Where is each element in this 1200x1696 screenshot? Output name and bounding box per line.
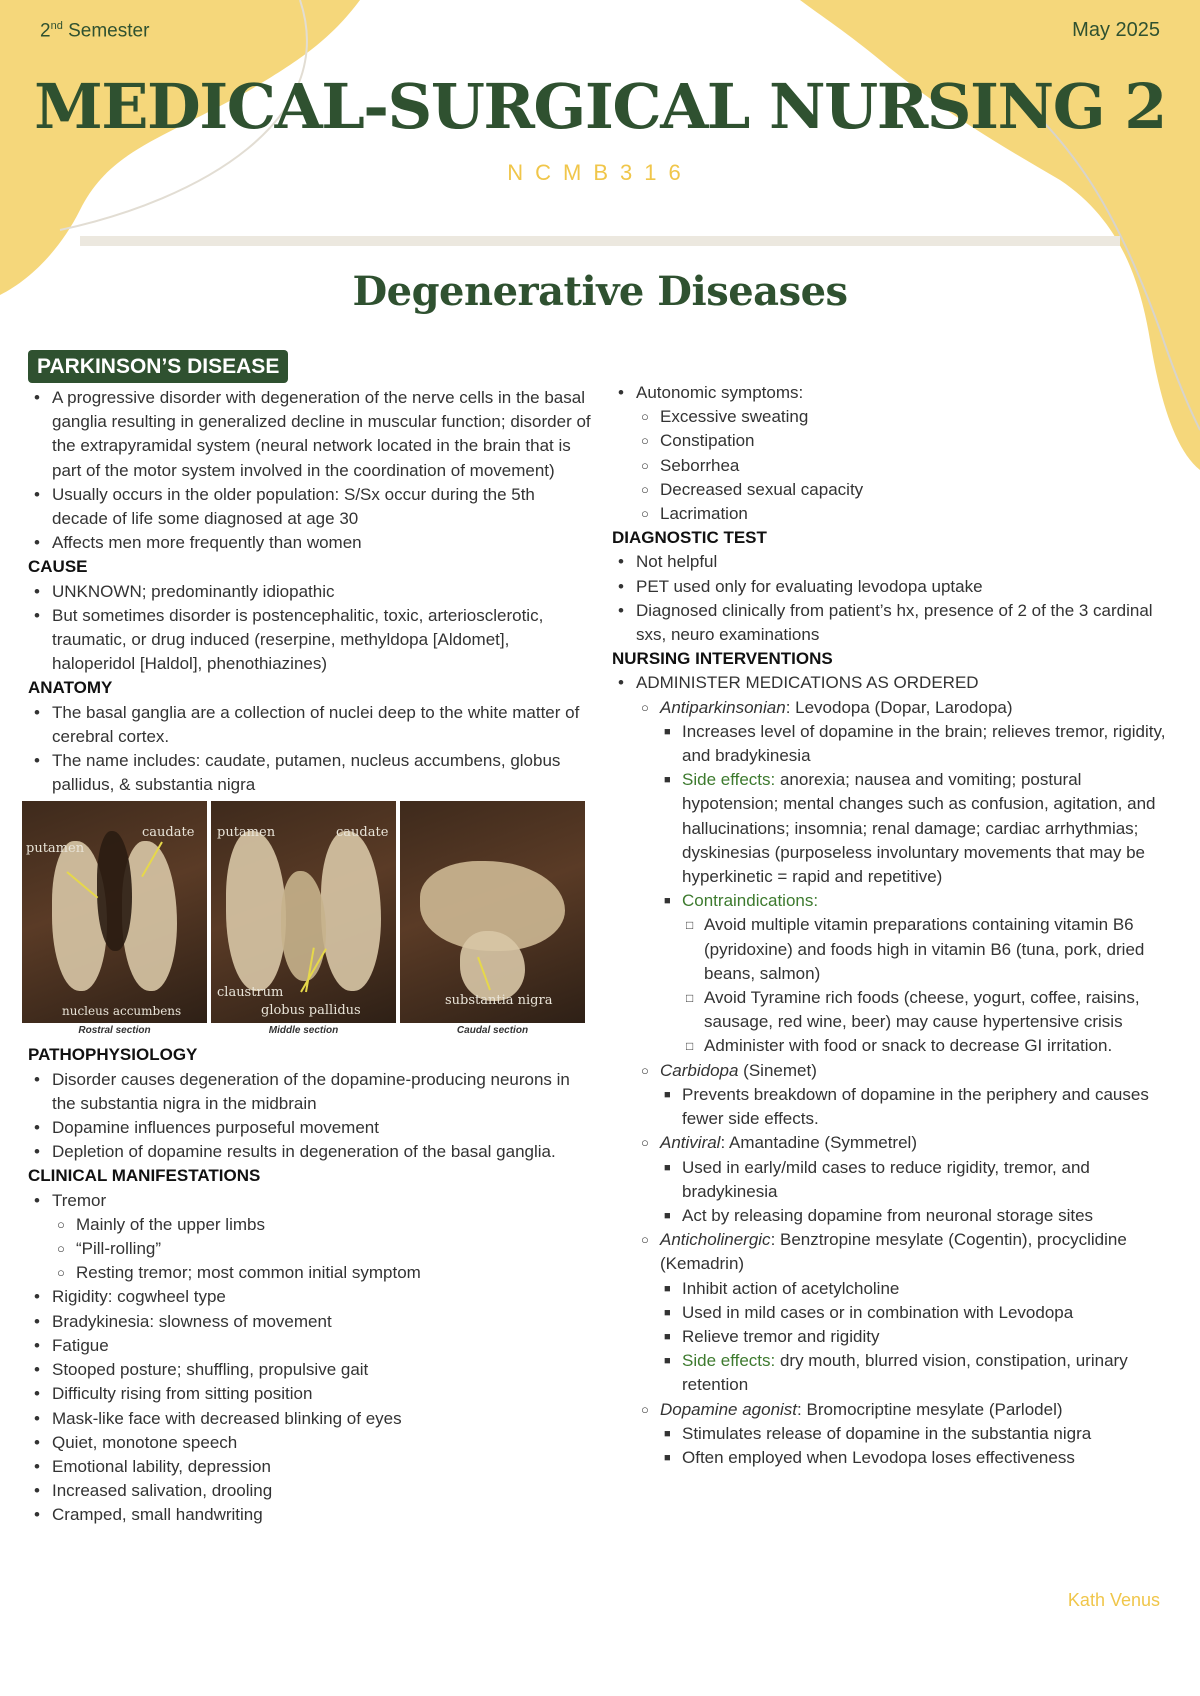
list-item: • Dopamine influences purposeful movement [28,1116,593,1140]
brain-label: putamen [217,825,276,841]
right-column [612,381,1177,1470]
list-item: ■ Inhibit action of acetylcholine [660,1277,1177,1301]
date-label: May 2025 [1072,19,1160,41]
list-item: ■ Stimulates release of dopamine in the substantia nigra [660,1422,1177,1446]
list-item: ■ Act by releasing dopamine from neuronal storage sites [660,1204,1177,1228]
carbidopa-list [660,1083,1177,1131]
anatomy-heading: ANATOMY [28,678,113,698]
pathophysiology-heading: PATHOPHYSIOLOGY [28,1045,198,1065]
header-divider [80,236,1120,246]
list-item: • Affects men more frequently than women [28,531,593,555]
list-item: ○ Dopamine agonist: Bromocriptine mesylate (Parlodel) ■ Stimulates release of dopamine in the substantia nigra ■ Often employed when Levodopa loses effectiveness [638,1398,1177,1471]
antiviral-list [660,1156,1177,1229]
list-item: ■ Often employed when Levodopa loses effectiveness [660,1446,1177,1470]
list-item: ○ “Pill-rolling” [54,1237,593,1261]
semester-label: 2nd Semester [40,20,150,42]
left-column [28,350,593,1528]
antiparkinsonian-list [660,720,1177,1059]
list-item: • Usually occurs in the older population: S/Sx occur during the 5th decade of life some diagnosed at age 30 [28,483,593,531]
list-item: ○ Antiviral: Amantadine (Symmetrel) ■ Used in early/mild cases to reduce rigidity, tremor, and bradykinesia ■ Act by releasing dopamine from neuronal storage sites [638,1131,1177,1228]
list-item: ○ Lacrimation [638,502,1177,526]
list-item: • Disorder causes degeneration of the dopamine-producing neurons in the substantia nigra in the midbrain [28,1068,593,1116]
anatomy-list [28,701,593,798]
brain-figure-rostral [22,801,207,1037]
figure-caption: Caudal section [456,1025,529,1037]
list-item: • Fatigue [28,1334,593,1358]
diagnostic-heading: DIAGNOSTIC TEST [612,528,767,548]
list-item: • ADMINISTER MEDICATIONS AS ORDERED ○ Antiparkinsonian: Levodopa (Dopar, Larodopa) ■ Increases level of dopamine in the brain; relieves tremor, rigidity, and bradykinesia ■ Side effects: anorexia; nausea and vomiting; postural hypotension; mental changes such as confusion, agitation, and hallucinations; insomnia; renal damage; cardiac arrhythmias; dyskinesias (purposeless involuntary movements that may be hyperkinetic = rapid and repetitive) ■ Contraindications: □ Avoid multiple vitamin preparations containing vitamin B6 (pyridoxine) and foods high in vitamin B6 (tuna, pork, dried beans, salmon) □ Avoid Tyramine rich foods (cheese, yogurt, coffee, raisins, sausage, red wine, beer) may cause hypertensive crisis □ Administer with food or snack to decrease GI irritation. ○ Carbidopa (Sinemet) ■ Prevents breakdown of dopamine in the periphery and causes fewer side effects. ○ Antiviral: Amantadine (Symmetrel) ■ Used in early/mild cases to reduce rigidity, tremor, and bradykinesia ■ Act by releasing dopamine from neuronal storage sites ○ Anticholinergic: Benztropine mesylate (Cogentin), procyclidine (Kemadrin) ■ Inhibit action of acetylcholine ■ Used in mild cases or in combination with Levodopa ■ Relieve tremor and rigidity ■ Side effects: dry mouth, blurred vision, constipation, urinary retention ○ Dopamine agonist: Bromocriptine mesylate (Parlodel) ■ Stimulates release of dopamine in the substantia nigra ■ Often employed when Levodopa loses effectiveness [612,671,1177,1470]
cause-list [28,580,593,677]
list-item: • Not helpful [612,550,1177,574]
list-item: ○ Antiparkinsonian: Levodopa (Dopar, Larodopa) ■ Increases level of dopamine in the brain; relieves tremor, rigidity, and bradykinesia ■ Side effects: anorexia; nausea and vomiting; postural hypotension; mental changes such as confusion, agitation, and hallucinations; insomnia; renal damage; cardiac arrhythmias; dyskinesias (purposeless involuntary movements that may be hyperkinetic = rapid and repetitive) ■ Contraindications: □ Avoid multiple vitamin preparations containing vitamin B6 (pyridoxine) and foods high in vitamin B6 (tuna, pork, dried beans, salmon) □ Avoid Tyramine rich foods (cheese, yogurt, coffee, raisins, sausage, red wine, beer) may cause hypertensive crisis □ Administer with food or snack to decrease GI irritation. [638,696,1177,1059]
brain-label: caudate [336,825,389,841]
brain-image-rostral [22,801,207,1023]
section-title: Degenerative Diseases [352,268,848,315]
clinical-heading: CLINICAL MANIFESTATIONS [28,1166,261,1186]
nursing-heading: NURSING INTERVENTIONS [612,649,833,669]
list-item: • Mask-like face with decreased blinking of eyes [28,1407,593,1431]
list-item: • Difficulty rising from sitting position [28,1382,593,1406]
list-item: • UNKNOWN; predominantly idiopathic [28,580,593,604]
list-item: • But sometimes disorder is postencephalitic, toxic, arteriosclerotic, traumatic, or drug induced (reserpine, methyldopa [Aldomet], haloperidol [Haldol], phenothiazines) [28,604,593,677]
brain-label: nucleus accumbens [62,1004,182,1019]
list-item: ■ Increases level of dopamine in the brain; relieves tremor, rigidity, and bradykinesia [660,720,1177,768]
clinical-list [28,1189,593,1528]
figure-caption: Middle section [268,1025,339,1037]
brain-label: putamen [26,841,85,857]
medication-list [638,696,1177,1471]
list-item: • Emotional lability, depression [28,1455,593,1479]
list-item: □ Avoid multiple vitamin preparations containing vitamin B6 (pyridoxine) and foods high in vitamin B6 (tuna, pork, dried beans, salmon) [682,913,1177,986]
list-item: ■ Side effects: anorexia; nausea and vomiting; postural hypotension; mental changes such as confusion, agitation, and hallucinations; insomnia; renal damage; cardiac arrhythmias; dyskinesias (purposeless involuntary movements that may be hyperkinetic = rapid and repetitive) [660,768,1177,889]
disease-title-badge: PARKINSON’S DISEASE [28,350,288,383]
autonomic-list [612,381,1177,526]
list-item: • The name includes: caudate, putamen, nucleus accumbens, globus pallidus, & substantia nigra [28,749,593,797]
pathophysiology-list [28,1068,593,1165]
brain-label: claustrum [217,985,284,1001]
brain-image-middle [211,801,396,1023]
nursing-list [612,671,1177,1470]
list-item: ○ Carbidopa (Sinemet) ■ Prevents breakdown of dopamine in the periphery and causes fewer side effects. [638,1059,1177,1132]
list-item: • Cramped, small handwriting [28,1503,593,1527]
list-item: • A progressive disorder with degeneration of the nerve cells in the basal ganglia resulting in generalized decline in muscular function; disorder of the extrapyramidal system (neural network located in the brain that is part of the motor system involved in the coordination of movement) [28,386,593,483]
cause-heading: CAUSE [28,557,88,577]
list-item: • Increased salivation, drooling [28,1479,593,1503]
brain-label: substantia nigra [445,993,553,1009]
list-item: • Stooped posture; shuffling, propulsive gait [28,1358,593,1382]
brain-label: globus pallidus [261,1003,361,1019]
brain-figure-middle [211,801,396,1037]
list-item: • Quiet, monotone speech [28,1431,593,1455]
contraindications-list [682,913,1177,1058]
list-item: ■ Relieve tremor and rigidity [660,1325,1177,1349]
list-item: • PET used only for evaluating levodopa uptake [612,575,1177,599]
list-item: ○ Constipation [638,429,1177,453]
list-item: • Autonomic symptoms: ○ Excessive sweating ○ Constipation ○ Seborrhea ○ Decreased sexual capacity ○ Lacrimation [612,381,1177,526]
list-item: ○ Mainly of the upper limbs [54,1213,593,1237]
brain-figure-caudal [400,801,585,1037]
list-item: • Depletion of dopamine results in degeneration of the basal ganglia. [28,1140,593,1164]
list-item: ■ Side effects: dry mouth, blurred vision, constipation, urinary retention [660,1349,1177,1397]
author-signature: Kath Venus [1067,1590,1160,1610]
list-item: □ Avoid Tyramine rich foods (cheese, yogurt, coffee, raisins, sausage, red wine, beer) may cause hypertensive crisis [682,986,1177,1034]
list-item: □ Administer with food or snack to decrease GI irritation. [682,1034,1177,1058]
diagnostic-list [612,550,1177,647]
list-item: ■ Used in early/mild cases to reduce rigidity, tremor, and bradykinesia [660,1156,1177,1204]
page-title: MEDICAL-SURGICAL NURSING 2 [34,70,1166,143]
tremor-sublist [54,1213,593,1286]
list-item: ■ Contraindications: □ Avoid multiple vitamin preparations containing vitamin B6 (pyridoxine) and foods high in vitamin B6 (tuna, pork, dried beans, salmon) □ Avoid Tyramine rich foods (cheese, yogurt, coffee, raisins, sausage, red wine, beer) may cause hypertensive crisis □ Administer with food or snack to decrease GI irritation. [660,889,1177,1058]
list-item: ○ Anticholinergic: Benztropine mesylate (Cogentin), procyclidine (Kemadrin) ■ Inhibit action of acetylcholine ■ Used in mild cases or in combination with Levodopa ■ Relieve tremor and rigidity ■ Side effects: dry mouth, blurred vision, constipation, urinary retention [638,1228,1177,1397]
course-code: NCMB316 [507,160,693,185]
anticholinergic-list [660,1277,1177,1398]
list-item: ■ Used in mild cases or in combination with Levodopa [660,1301,1177,1325]
list-item: ○ Resting tremor; most common initial symptom [54,1261,593,1285]
brain-label: caudate [142,825,195,841]
figure-caption: Rostral section [78,1025,151,1037]
brain-image-caudal [400,801,585,1023]
list-item: • Bradykinesia: slowness of movement [28,1310,593,1334]
list-item: ○ Decreased sexual capacity [638,478,1177,502]
list-item: • Diagnosed clinically from patient’s hx, presence of 2 of the 3 cardinal sxs, neuro examinations [612,599,1177,647]
list-item: ○ Excessive sweating [638,405,1177,429]
intro-list [28,386,593,555]
dopamine-agonist-list [660,1422,1177,1470]
list-item: ○ Seborrhea [638,454,1177,478]
list-item: • The basal ganglia are a collection of nuclei deep to the white matter of cerebral cortex. [28,701,593,749]
list-item: • Rigidity: cogwheel type [28,1285,593,1309]
list-item: • Tremor ○ Mainly of the upper limbs ○ “Pill-rolling” ○ Resting tremor; most common initial symptom [28,1189,593,1286]
autonomic-sublist [638,405,1177,526]
brain-figures [22,801,594,1037]
list-item: ■ Prevents breakdown of dopamine in the periphery and causes fewer side effects. [660,1083,1177,1131]
